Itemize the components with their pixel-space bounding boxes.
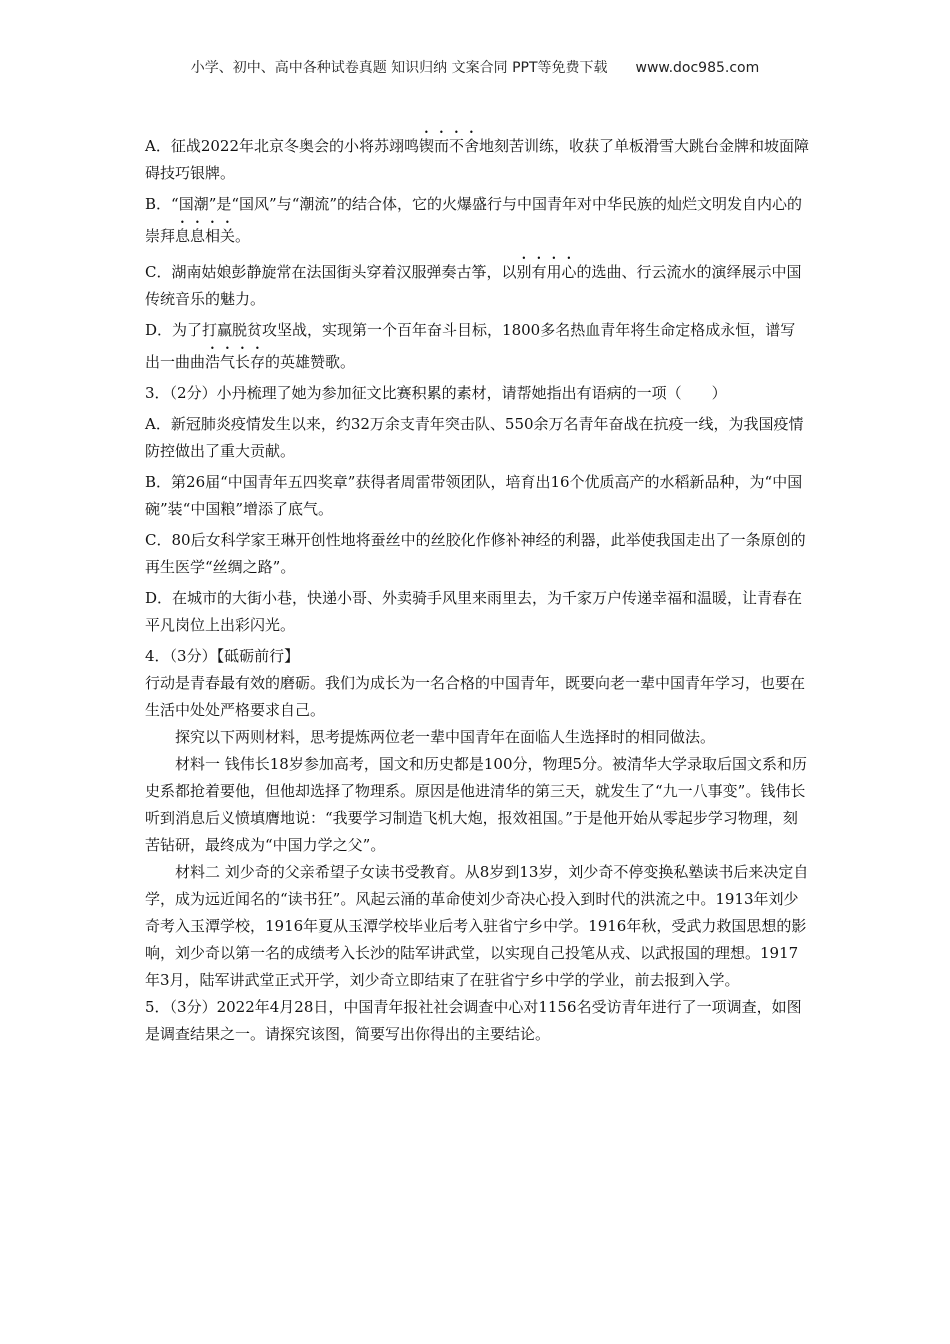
q2-option-c: C．湖南姑娘彭静旋常在法国街头穿着汉服弹奏古筝，以别有用心的选曲、行云流水的演绎展示中国传统音乐的魅力。 [145,263,802,308]
q4-material-1: 材料一 钱伟长18岁参加高考，国文和历史都是100分，物理5分。被清华大学录取后国文系和历史系都抢着要他，但他却选择了物理系。原因是他进清华的第三天，就发生了“九一八事变”。钱伟长听到消息后义愤填膺地说：“我要学习制造飞机大炮，报效祖国。”于是他开始从零起步学习物理，刻苦钻研，最终成为“中国力学之父”。 [145,755,808,854]
q4-stem: 4．（3分）【砥砺前行】 [145,647,300,665]
q3-option-d: D．在城市的大街小巷，快递小哥、外卖骑手风里来雨里去，为千家万户传递幸福和温暖，让青春在平凡岗位上出彩闪光。 [145,589,803,634]
page-header [0,57,950,77]
q3-stem: 3．（2分）小丹梳理了她为参加征文比赛积累的素材，请帮她指出有语病的一项（ ） [145,384,727,402]
emphasized-idiom: 浩气长存 [205,353,266,371]
q3-option-c: C．80后女科学家王琳开创性地将蚕丝中的丝胶化作修补神经的利器，此举使我国走出了一条原创的再生医学“丝绸之路”。 [145,531,806,576]
q3-option-a: A．新冠肺炎疫情发生以来，约32万余支青年突击队、550余万名青年奋战在抗疫一线，为我国疫情防控做出了重大贡献。 [145,415,804,460]
q3-option-b: B．第26届“中国青年五四奖章”获得者周雷带领团队，培育出16个优质高产的水稻新品种，为“中国碗”装“中国粮”增添了底气。 [145,473,803,518]
q2-option-a: A．征战2022年北京冬奥会的小将苏翊鸣锲而不舍地刻苦训练，收获了单板滑雪大跳台金牌和坡面障碍技巧银牌。 [145,137,810,182]
q2-option-d: D．为了打赢脱贫攻坚战，实现第一个百年奋斗目标，1800多名热血青年将生命定格成永恒，谱写出一曲曲浩气长存的英雄赞歌。 [145,321,796,371]
q2-option-b: B．“国潮”是“国风”与“潮流”的结合体，它的火爆盛行与中国青年对中华民族的灿烂文明发自内心的崇拜息息相关。 [145,195,803,245]
emphasized-idiom: 息息相关 [175,227,236,245]
q4-task: 探究以下两则材料，思考提炼两位老一辈中国青年在面临人生选择时的相同做法。 [175,728,716,746]
q4-material-2: 材料二 刘少奇的父亲希望子女读书受教育。从8岁到13岁，刘少奇不停变换私塾读书后来决定自学，成为远近闻名的“读书狂”。风起云涌的革命使刘少奇决心投入到时代的洪流之中。1913年刘少奇考入玉潭学校，1916年夏从玉潭学校毕业后考入驻省宁乡中学。1916年秋，受武力救国思想的影响，刘少奇以第一名的成绩考入长沙的陆军讲武堂，以实现自己投笔从戎、以武报国的理想。1917年3月，陆军讲武堂正式开学，刘少奇立即结束了在驻省宁乡中学的学业，前去报到入学。 [145,863,809,989]
exam-content [145,128,810,1052]
q4-intro: 行动是青春最有效的磨砺。我们为成长为一名合格的中国青年，既要向老一辈中国青年学习，也要在生活中处处严格要求自己。 [145,674,806,719]
q5-stem: 5．（3分）2022年4月28日，中国青年报社社会调查中心对1156名受访青年进行了一项调查，如图是调查结果之一。请探究该图，简要写出你得出的主要结论。 [145,998,802,1043]
header-slogan: 小学、初中、高中各种试卷真题 知识归纳 文案合同 PPT等免费下载 [190,60,608,76]
header-website[interactable]: www.doc985.com [635,60,760,76]
emphasized-idiom: 锲而不舍 [419,137,480,155]
emphasized-idiom: 别有用心 [516,263,577,281]
